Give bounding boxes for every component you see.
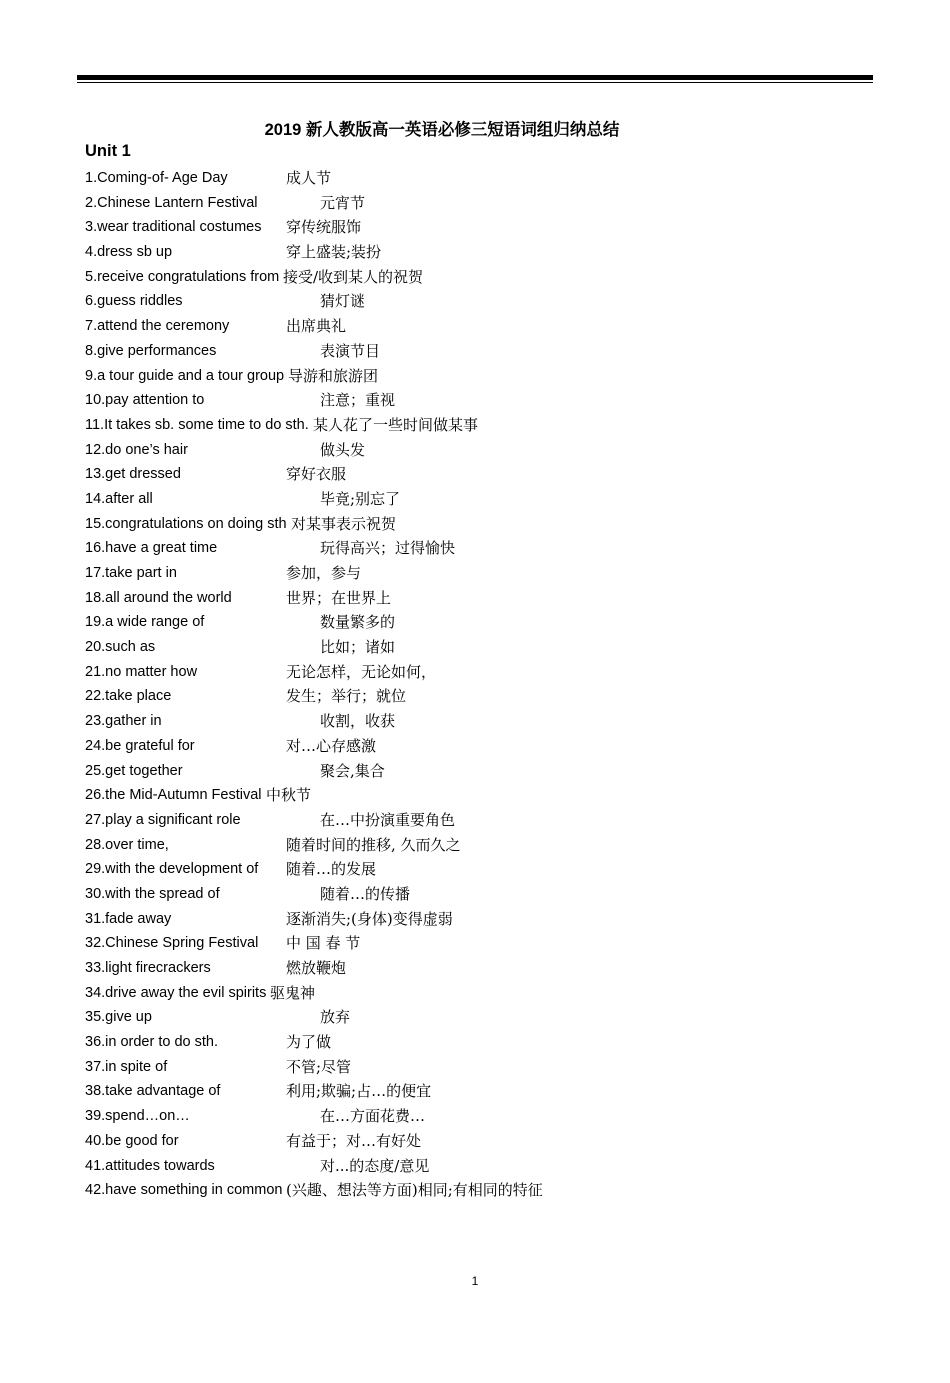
phrase-chinese: 不管;尽管	[286, 1057, 352, 1076]
phrase-english: 38.take advantage of	[85, 1083, 221, 1100]
phrase-english: 19.a wide range of	[85, 614, 205, 631]
phrase-chinese: 随着…的发展	[286, 860, 377, 879]
phrase-chinese: 对...的态度/意见	[320, 1156, 430, 1175]
phrase-chinese: 穿传统服饰	[286, 218, 362, 237]
phrase-english: 41.attitudes towards	[85, 1157, 215, 1174]
phrase-english: 25.get together	[85, 762, 183, 779]
phrase-english: 16.have a great time	[85, 540, 218, 557]
phrase-english: 2.Chinese Lantern Festival	[85, 194, 258, 211]
phrase-chinese: 元宵节	[320, 193, 366, 212]
phrase-chinese: 在…方面花费…	[320, 1107, 426, 1126]
phrase-chinese: 表演节目	[320, 341, 381, 360]
unit-heading: Unit 1	[85, 142, 131, 160]
phrase-chinese: 中秋节	[266, 786, 312, 805]
page-number: 1	[471, 1274, 479, 1288]
phrase-chinese: 数量繁多的	[320, 613, 396, 632]
phrase-english: 13.get dressed	[85, 466, 181, 483]
phrase-chinese: 猜灯谜	[320, 292, 366, 311]
phrase-chinese: 参加，参与	[286, 564, 362, 582]
phrase-chinese: 注意；重视	[320, 391, 396, 410]
phrase-chinese: 毕竟;别忘了	[320, 489, 401, 508]
phrase-chinese: 有益于；对…有好处	[286, 1131, 422, 1150]
phrase-chinese: 随着时间的推移, 久而久之	[286, 835, 461, 854]
header-rule-thin	[77, 82, 873, 83]
phrase-chinese: 世界；在世界上	[286, 588, 392, 607]
phrase-chinese: 中 国 春 节	[286, 934, 361, 953]
phrase-chinese: 成人节	[286, 169, 332, 187]
phrase-chinese: 某人花了一些时间做某事	[313, 415, 479, 434]
phrase-english: 27.play a significant role	[85, 811, 241, 828]
phrase-english: 23.gather in	[85, 713, 162, 730]
phrase-english: 10.pay attention to	[85, 392, 205, 409]
phrase-english: 22.take place	[85, 688, 172, 705]
phrase-english: 20.such as	[85, 639, 156, 656]
phrase-chinese: 发生；举行；就位	[286, 687, 407, 706]
phrase-chinese: 对某事表示祝贺	[291, 514, 397, 533]
phrase-chinese: 穿上盛装;装扮	[286, 243, 382, 262]
document-title: 2019 新人教版高一英语必修三短语词组归纳总结	[264, 121, 620, 139]
phrase-english: 6.guess riddles	[85, 293, 183, 310]
phrase-english: 30.with the spread of	[85, 885, 220, 902]
phrase-chinese: 出席典礼	[286, 317, 347, 336]
phrase-english: 31.fade away	[85, 910, 172, 927]
phrase-english: 39.spend…on…	[85, 1108, 190, 1125]
phrase-english: 9.a tour guide and a tour group	[85, 367, 285, 384]
phrase-chinese: 随着…的传播	[320, 884, 411, 903]
phrase-chinese: 驱鬼神	[270, 983, 316, 1002]
phrase-english: 15.congratulations on doing sth	[85, 515, 287, 532]
phrase-chinese: 导游和旅游团	[288, 366, 379, 385]
phrase-english: 32.Chinese Spring Festival	[85, 935, 259, 952]
phrase-chinese: 接受/收到某人的祝贺	[283, 267, 424, 286]
phrase-chinese: 对…心存感激	[286, 736, 377, 755]
phrase-english: 1.Coming-of- Age Day	[85, 170, 228, 186]
phrase-english: 42.have something in common	[85, 1182, 283, 1199]
phrase-chinese: 在…中扮演重要角色	[320, 810, 456, 829]
phrase-chinese: 比如；诸如	[320, 638, 396, 657]
phrase-english: 21.no matter how	[85, 663, 198, 680]
phrase-chinese: 放弃	[320, 1008, 351, 1027]
phrase-english: 33.light firecrackers	[85, 960, 211, 976]
phrase-english: 14.after all	[85, 490, 153, 507]
phrase-english: 8.give performances	[85, 342, 217, 359]
phrase-english: 40.be good for	[85, 1132, 179, 1149]
phrase-english: 28.over time,	[85, 836, 169, 853]
phrase-chinese: 做头发	[320, 440, 366, 459]
phrase-english: 24.be grateful for	[85, 737, 195, 754]
phrase-chinese: (兴趣、想法等方面)相同;有相同的特征	[286, 1181, 543, 1200]
phrase-chinese: 穿好衣服	[286, 465, 347, 484]
phrase-english: 36.in order to do sth.	[85, 1034, 218, 1051]
phrase-chinese: 玩得高兴；过得愉快	[320, 539, 456, 558]
phrase-chinese: 聚会,集合	[320, 761, 385, 780]
phrase-english: 7.attend the ceremony	[85, 318, 230, 335]
phrase-english: 5.receive congratulations from	[85, 268, 280, 285]
phrase-chinese: 利用;欺骗;占…的便宜	[286, 1082, 432, 1101]
phrase-chinese: 无论怎样，无论如何，	[286, 662, 437, 681]
phrase-english: 29.with the development of	[85, 861, 259, 878]
phrase-english: 35.give up	[85, 1009, 152, 1026]
phrase-english: 26.the Mid-Autumn Festival	[85, 787, 262, 804]
phrase-english: 4.dress sb up	[85, 244, 173, 261]
phrase-english: 37.in spite of	[85, 1058, 168, 1075]
phrase-english: 17.take part in	[85, 565, 177, 581]
phrase-english: 11.It takes sb. some time to do sth.	[85, 416, 309, 433]
phrase-english: 18.all around the world	[85, 589, 232, 606]
phrase-chinese: 燃放鞭炮	[286, 959, 347, 977]
phrase-chinese: 收割，收获	[320, 712, 396, 731]
phrase-chinese: 逐渐消失;(身体)变得虚弱	[286, 909, 453, 928]
phrase-chinese: 为了做	[286, 1033, 332, 1052]
phrase-english: 12.do one’s hair	[85, 441, 188, 458]
phrase-english: 3.wear traditional costumes	[85, 219, 262, 236]
phrase-english: 34.drive away the evil spirits	[85, 984, 267, 1001]
header-rule-thick	[77, 75, 873, 80]
